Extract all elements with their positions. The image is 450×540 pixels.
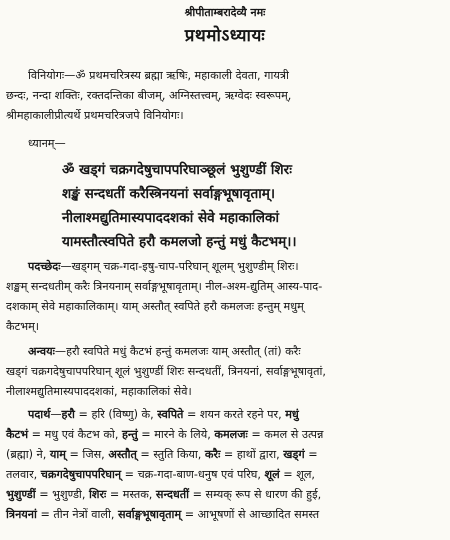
dhyanam-label: ध्यानम्—: [28, 137, 66, 150]
dhyana-verse: [0, 158, 450, 254]
verse-line-3: नीलाश्मद्युतिमास्यपाददशकां सेवे महाकालिकां: [62, 210, 279, 226]
anvaya-label: अन्वयः: [28, 345, 55, 358]
padartha-line-1: पदार्थ—हरौ = हरि (विष्णु) के, स्वपिते = शयन करते रहने पर, मधुं: [28, 408, 299, 421]
anvaya-line-2: खड्गं चक्रगदेषुचापपरिघान् शूलं भुशुण्डीं शिरः सन्दधतीं, त्रिनयनां, सर्वाङ्गभूषावृतां,: [6, 365, 326, 378]
verse-line-4: यामस्तौत्स्वपिते हरौ कमलजो हन्तुं मधुं कैटभम्।।: [62, 234, 297, 250]
anvaya-paragraph: [6, 342, 442, 402]
verse-line-1: ॐ खड्गं चक्रगदेषुचापपरिघाञ्छूलं भुशुण्डीं शिरः: [62, 162, 292, 178]
dhyanam-block: [6, 134, 442, 154]
padaccheda-line-1: पदच्छेदः—खड्गम् चक्र-गदा-इषु-चाप-परिघान् शूलम् भुशुण्डीम् शिरः।: [28, 260, 299, 273]
padaccheda-paragraph: [6, 257, 442, 337]
chapter-title: प्रथमोऽध्यायः: [184, 26, 266, 46]
anvaya-line-3: नीलाश्मद्युतिमास्यपाददशकां, महाकालिकां सेवे।: [6, 385, 192, 398]
viniyoga-line-2: छन्दः, नन्दा शक्तिः, रक्तदन्तिका बीजम्, अग्निस्तत्त्वम्, ऋग्वेदः स्वरूपम्,: [6, 89, 292, 102]
padaccheda-label: पदच्छेदः: [28, 260, 61, 273]
viniyoga-paragraph: [6, 66, 442, 126]
padaccheda-line-2: शङ्खम् सन्दधतीम् करैः त्रिनयनाम् सर्वाङ्गभूषावृताम्। नील-अश्म-द्युतिम् आस्य-पाद-: [6, 280, 323, 293]
page-header: श्रीपीताम्बरादेव्यै नमः: [184, 6, 266, 19]
padartha-line-5: भुशुण्डीं = भुशुण्डी, शिरः = मस्तक, सन्दधतीं = सम्यक् रूप से धारण की हुई,: [6, 488, 322, 501]
anvaya-line-1: अन्वयः—हरौ स्वपिते मधुं कैटभं हन्तुं कमलजः याम् अस्तौत् (तां) करैः: [28, 345, 301, 358]
padartha-line-2: कैटभं = मधु एवं कैटभ को, हन्तुं = मारने के लिये, कमलजः = कमल से उत्पन्न: [6, 428, 324, 441]
padartha-line-6: त्रिनयनां = तीन नेत्रों वाली, सर्वाङ्गभूषावृताम् = आभूषणों से आच्छादित समस्त: [6, 508, 320, 521]
padaccheda-line-3: दशकाम् सेवे महाकालिकाम्। याम् अस्तौत् स्वपिते हरौ कमलजः हन्तुम् मधुम्: [6, 300, 304, 313]
padaccheda-line-4: कैटभम्।: [6, 320, 40, 333]
viniyoga-label: विनियोगः: [28, 69, 65, 82]
padartha-line-3: (ब्रह्मा) ने, याम् = जिस, अस्तौत् = स्तुति किया, करैः = हाथों द्वारा, खड्गं =: [6, 448, 318, 461]
padartha-paragraph: [6, 405, 442, 525]
padartha-line-4: तलवार, चक्रगदेषुचापपरिघान् = चक्र-गदा-बाण-धनुष एवं परिघ, शूलं = शूल,: [6, 468, 315, 481]
viniyoga-line-3: श्रीमहाकालीप्रीत्यर्थे प्रथमचरित्रजपे विनियोगः।: [6, 109, 184, 122]
padartha-label: पदार्थ: [28, 408, 51, 421]
viniyoga-line-1: विनियोगः—ॐ प्रथमचरित्रस्य ब्रह्मा ऋषिः, महाकाली देवता, गायत्री: [28, 69, 289, 82]
verse-line-2: शङ्खं सन्दधतीं करैस्त्रिनयनां सर्वाङ्गभूषावृताम्।: [62, 186, 276, 202]
